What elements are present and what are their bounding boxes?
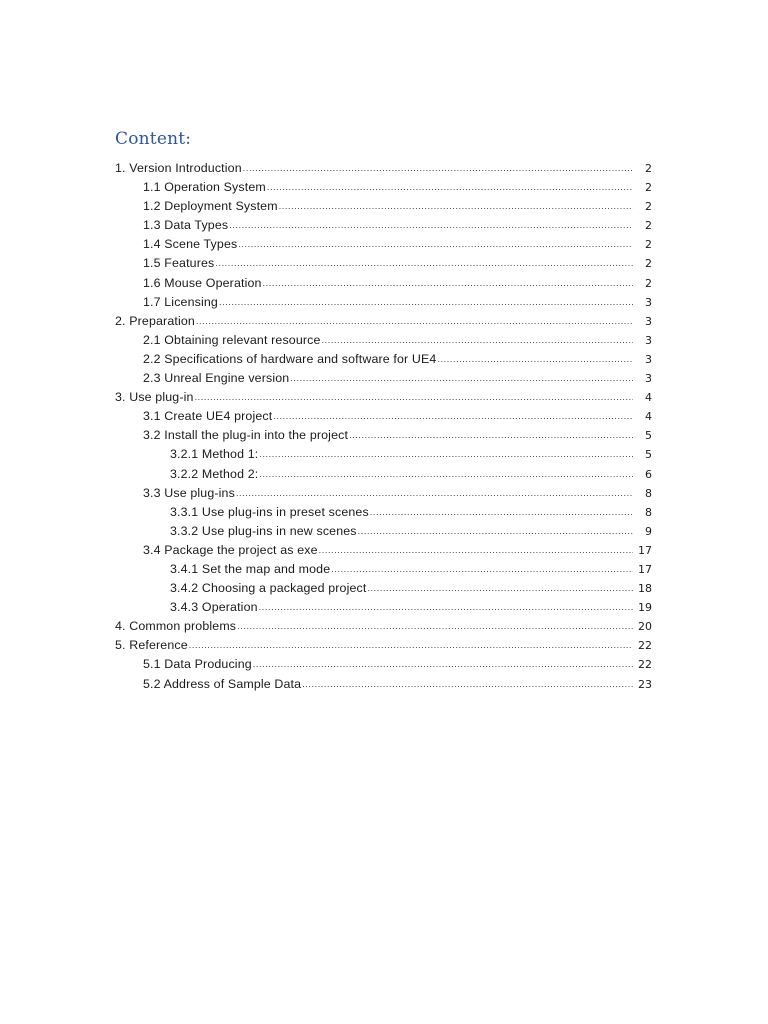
toc-entry[interactable] [0, 312, 768, 331]
toc-entry[interactable] [0, 503, 768, 522]
toc-entry-title: 2.1 Obtaining relevant resource [143, 332, 321, 347]
toc-entry-title: 5.1 Data Producing [143, 657, 252, 672]
toc-dot-leader [290, 369, 633, 388]
toc-page-number: 5 [645, 429, 652, 443]
toc-page-number: 17 [638, 562, 652, 576]
toc-page-number: 6 [645, 467, 652, 481]
toc-dot-leader [259, 465, 633, 484]
toc-page-number: 18 [638, 582, 652, 596]
toc-page-number: 22 [638, 658, 652, 672]
toc-entry[interactable] [0, 197, 768, 216]
toc-page-number: 2 [645, 238, 652, 252]
toc-page-number: 8 [645, 505, 652, 519]
toc-entry-title: 1.2 Deployment System [143, 199, 278, 214]
toc-dot-leader [238, 235, 633, 254]
table-of-contents [0, 159, 768, 694]
toc-entry[interactable] [0, 216, 768, 235]
toc-entry-title: 2.3 Unreal Engine version [143, 371, 290, 386]
toc-dot-leader [259, 445, 633, 464]
toc-entry-title: 1. Version Introduction [115, 161, 242, 175]
toc-page-number: 3 [645, 333, 652, 347]
toc-dot-leader [229, 216, 633, 235]
toc-entry-title: 5.2 Address of Sample Data [143, 676, 302, 691]
toc-entry[interactable] [0, 331, 768, 350]
toc-page-number: 4 [645, 391, 652, 405]
toc-dot-leader [302, 675, 633, 694]
toc-page-number: 20 [638, 620, 652, 634]
toc-page-number: 3 [645, 372, 652, 386]
toc-page-number: 19 [638, 601, 652, 615]
toc-page-number: 23 [638, 677, 652, 691]
toc-entry-title: 2. Preparation [115, 313, 195, 328]
toc-entry-title: 3.1 Create UE4 project [143, 409, 273, 424]
toc-entry[interactable] [0, 426, 768, 445]
toc-entry-title: 3.3.2 Use plug-ins in new scenes [170, 523, 357, 538]
toc-entry-title: 3.3 Use plug-ins [143, 485, 235, 500]
toc-page-number: 22 [638, 639, 652, 653]
toc-entry[interactable] [0, 350, 768, 369]
toc-page-number: 2 [645, 276, 652, 290]
toc-dot-leader [349, 426, 633, 445]
toc-dot-leader [358, 522, 633, 541]
toc-dot-leader [331, 560, 633, 579]
toc-entry-title: 3.2 Install the plug-in into the project [143, 428, 349, 443]
toc-page-number: 2 [645, 219, 652, 233]
toc-entry[interactable] [0, 293, 768, 312]
toc-dot-leader [367, 579, 633, 598]
toc-page-number: 3 [645, 295, 652, 309]
toc-entry[interactable] [0, 254, 768, 273]
toc-entry-title: 4. Common problems [115, 619, 237, 634]
toc-page-number: 3 [645, 352, 652, 366]
toc-dot-leader [370, 503, 633, 522]
toc-entry-title: 1.7 Licensing [143, 294, 218, 309]
toc-dot-leader [215, 254, 633, 273]
toc-entry-title: 3.4.3 Operation [170, 600, 258, 615]
toc-entry[interactable] [0, 598, 768, 617]
toc-dot-leader [196, 312, 633, 331]
toc-entry-title: 3.4.2 Choosing a packaged project [170, 581, 367, 596]
toc-entry-title: 3.4.1 Set the map and mode [170, 561, 331, 576]
toc-entry[interactable] [0, 235, 768, 254]
toc-entry[interactable] [0, 388, 768, 407]
toc-entry[interactable] [0, 465, 768, 484]
toc-entry[interactable] [0, 579, 768, 598]
toc-dot-leader [243, 159, 633, 178]
toc-dot-leader [437, 350, 633, 369]
toc-entry[interactable] [0, 560, 768, 579]
toc-entry-title: 1.3 Data Types [143, 218, 229, 233]
toc-entry[interactable] [0, 369, 768, 388]
toc-dot-leader [259, 598, 633, 617]
toc-dot-leader [322, 331, 633, 350]
toc-dot-leader [253, 655, 633, 674]
toc-entry-title: 3.2.1 Method 1: [170, 447, 259, 462]
toc-dot-leader [279, 197, 633, 216]
toc-page-number: 5 [645, 448, 652, 462]
toc-entry-title: 2.2 Specifications of hardware and software for UE4 [143, 351, 437, 366]
toc-entry-title: 3.3.1 Use plug-ins in preset scenes [170, 504, 369, 519]
toc-entry-title: 5. Reference [115, 638, 188, 653]
toc-entry[interactable] [0, 636, 768, 655]
toc-dot-leader [219, 293, 633, 312]
toc-entry[interactable] [0, 541, 768, 560]
toc-dot-leader [267, 178, 633, 197]
toc-dot-leader [319, 541, 633, 560]
toc-entry[interactable] [0, 407, 768, 426]
toc-entry[interactable] [0, 178, 768, 197]
toc-page-number: 2 [645, 162, 652, 175]
toc-page-number: 3 [645, 314, 652, 328]
toc-entry[interactable] [0, 274, 768, 293]
toc-entry-title: 3.4 Package the project as exe [143, 542, 318, 557]
toc-entry-title: 3. Use plug-in [115, 390, 194, 405]
toc-page-number: 17 [638, 543, 652, 557]
toc-dot-leader [189, 636, 633, 655]
toc-entry[interactable] [0, 484, 768, 503]
toc-page-number: 8 [645, 486, 652, 500]
toc-page-number: 2 [645, 200, 652, 214]
toc-page-number: 9 [645, 524, 652, 538]
toc-entry[interactable] [0, 522, 768, 541]
toc-entry[interactable] [0, 675, 768, 694]
toc-entry-title: 3.2.2 Method 2: [170, 466, 259, 481]
toc-page-number: 2 [645, 181, 652, 195]
toc-heading: Content: [115, 129, 192, 149]
toc-dot-leader [237, 617, 633, 636]
toc-dot-leader [236, 484, 633, 503]
toc-entry[interactable] [0, 655, 768, 674]
toc-dot-leader [273, 407, 633, 426]
toc-page-number: 2 [645, 257, 652, 271]
toc-entry-title: 1.5 Features [143, 256, 215, 271]
toc-entry[interactable] [0, 617, 768, 636]
toc-entry[interactable] [0, 445, 768, 464]
toc-entry[interactable] [0, 159, 768, 178]
toc-dot-leader [263, 274, 633, 293]
toc-entry-title: 1.6 Mouse Operation [143, 275, 262, 290]
toc-entry-title: 1.1 Operation System [143, 180, 266, 195]
toc-entry-title: 1.4 Scene Types [143, 237, 238, 252]
toc-dot-leader [195, 388, 633, 407]
toc-page-number: 4 [645, 410, 652, 424]
